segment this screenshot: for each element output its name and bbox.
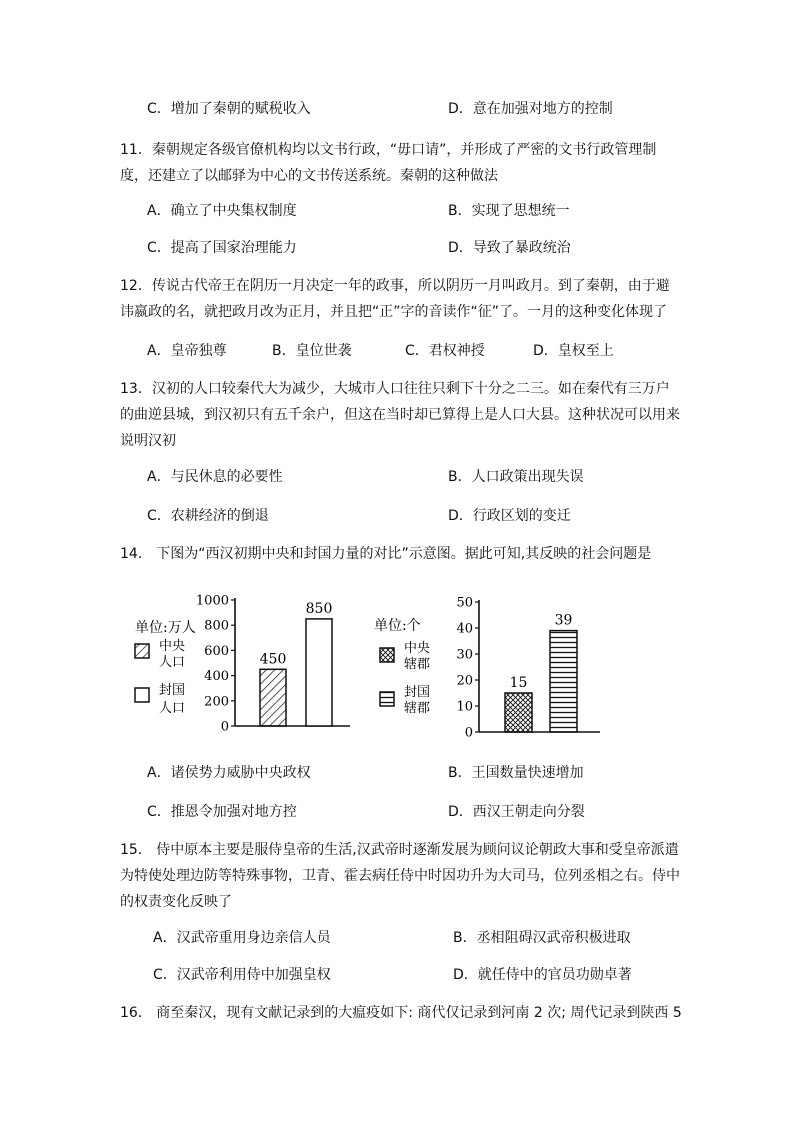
q12-option-b: B．皇位世袭 bbox=[272, 343, 352, 359]
q14-option-c: C．推恩令加强对地方控 bbox=[147, 804, 297, 820]
chart1-legend-swatch-fief bbox=[135, 688, 149, 702]
chart1-legend-fief-l2: 人口 bbox=[159, 701, 186, 716]
q11-question: 11．秦朝规定各级官僚机构均以文书行政，“毋口请”，并形成了严密的文书行政管理制度，还建立了以邮驿为中心的文书传送系统。秦朝的这种做法 bbox=[120, 142, 657, 184]
chart1-bar bbox=[260, 669, 286, 726]
q11-option-d: D．导致了暴政统治 bbox=[448, 240, 571, 256]
q12-option-d: D．皇权至上 bbox=[533, 343, 614, 359]
chart1-tick-label: 600 bbox=[204, 643, 229, 659]
chart2-tick-label: 30 bbox=[456, 647, 473, 663]
q13-option-d: D．行政区划的变迁 bbox=[448, 508, 571, 524]
chart2-tick-label: 0 bbox=[464, 725, 473, 740]
chart1-tick-label: 800 bbox=[204, 618, 229, 634]
q11-option-b: B．实现了思想统一 bbox=[448, 203, 570, 219]
chart1-tick-label: 0 bbox=[220, 719, 229, 735]
chart2-tick-label: 10 bbox=[456, 699, 473, 715]
chart2-legend-central-l2: 辖郡 bbox=[404, 657, 431, 672]
chart2-data-label: 39 bbox=[554, 612, 573, 629]
chart2-legend-swatch-central bbox=[380, 648, 394, 662]
q14-option-a: A．诸侯势力威胁中央政权 bbox=[147, 765, 311, 781]
q15-option-a: A．汉武帝重用身边亲信人员 bbox=[153, 930, 331, 946]
chart2-legend-central-l1: 中央 bbox=[404, 641, 431, 656]
chart1-tick-label: 400 bbox=[204, 669, 229, 685]
q13-question: 13．汉初的人口较秦代大为减少，大城市人口往往只剩下十分之二三。如在秦代有三万户的曲逆县城，到汉初只有五千余户，但这在当时却已算得上是人口大县。这种状况可以用来说明汉初 bbox=[120, 381, 680, 449]
q15-question: 15． 侍中原本主要是服侍皇帝的生活,汉武帝时逐渐发展为顾问议论朝政大事和受皇帝派遣为特使处理边防等特殊事物，卫青、霍去病任侍中时因功升为大司马，位列丞相之右。侍中的权责变化反映了 bbox=[120, 842, 680, 910]
q11-option-c: C．提高了国家治理能力 bbox=[147, 240, 297, 256]
q14-question: 14． 下图为“西汉初期中央和封国力量的对比”示意图。据此可知,其反映的社会问题是 bbox=[120, 546, 652, 562]
chart2-tick-label: 20 bbox=[456, 673, 473, 689]
chart1-data-label: 450 bbox=[259, 651, 287, 668]
chart1-legend-central-l2: 人口 bbox=[159, 655, 186, 670]
chart2-data-label: 15 bbox=[509, 675, 528, 691]
q13-option-a: A．与民休息的必要性 bbox=[147, 469, 283, 485]
q15-option-c: C．汉武帝利用侍中加强皇权 bbox=[153, 967, 331, 983]
chart1-bar bbox=[306, 619, 332, 726]
chart2-unit: 单位:个 bbox=[374, 618, 421, 634]
q12-option-c: C．君权神授 bbox=[405, 343, 485, 359]
chart1-unit: 单位:万人 bbox=[135, 620, 196, 636]
q15-option-b: B．丞相阻碍汉武帝积极进取 bbox=[453, 930, 631, 946]
q15-option-d: D．就任侍中的官员功勋卓著 bbox=[453, 967, 632, 983]
chart2-legend-fief-l1: 封国 bbox=[404, 685, 431, 700]
q14-option-b: B．王国数量快速增加 bbox=[448, 765, 584, 781]
chart2-tick-label: 50 bbox=[456, 595, 473, 611]
q13-option-b: B．人口政策出现失误 bbox=[448, 469, 584, 485]
chart2-bar bbox=[550, 631, 577, 732]
q10-option-d: D．意在加强对地方的控制 bbox=[448, 101, 613, 117]
population-chart bbox=[125, 590, 375, 740]
q12-question: 12．传说古代帝王在阴历一月决定一年的政事，所以阴历一月叫政月。到了秦朝，由于避讳嬴政的名，就把政月改为正月，并且把“正”字的音读作“征”了。一月的这种变化体现了 bbox=[120, 278, 670, 320]
q16-question: 16． 商至秦汉，现有文献记录到的大瘟疫如下: 商代仅记录到河南 2 次; 周代记录到陕西 5 bbox=[120, 1005, 682, 1021]
chart1-legend-fief-l1: 封国 bbox=[159, 683, 186, 698]
chart1-legend-central-l1: 中央 bbox=[159, 639, 186, 654]
commandery-chart bbox=[368, 590, 608, 740]
chart1-legend-swatch-central bbox=[135, 644, 149, 658]
q12-option-a: A．皇帝独尊 bbox=[147, 343, 227, 359]
chart2-tick-label: 40 bbox=[456, 621, 473, 637]
chart1-tick-label: 1000 bbox=[195, 593, 229, 609]
chart2-bar bbox=[505, 693, 532, 732]
q14-option-d: D．西汉王朝走向分裂 bbox=[448, 804, 585, 820]
chart2-legend-fief-l2: 辖郡 bbox=[404, 701, 431, 716]
chart2-legend-swatch-fief bbox=[380, 692, 394, 706]
q10-option-c: C．增加了秦朝的赋税收入 bbox=[147, 101, 311, 117]
chart1-data-label: 850 bbox=[305, 600, 333, 617]
q13-option-c: C．农耕经济的倒退 bbox=[147, 508, 269, 524]
q11-option-a: A．确立了中央集权制度 bbox=[147, 203, 297, 219]
chart1-tick-label: 200 bbox=[204, 694, 229, 710]
